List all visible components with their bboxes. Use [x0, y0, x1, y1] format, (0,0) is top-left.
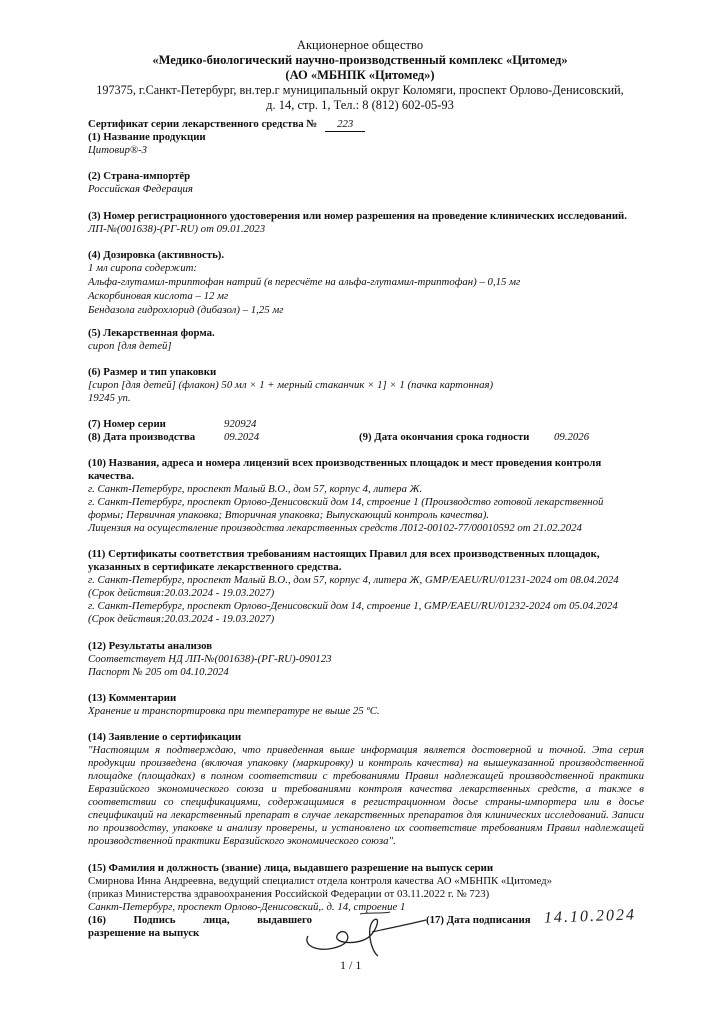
statement-line: производственной практики Евразийского экономического союза".: [88, 835, 396, 847]
package-description: [сироп [для детей] (флакон) 50 мл × 1 + мерный стаканчик × 1] × 1 (пачка картонная): [88, 379, 494, 391]
gmp-validity-line: (Срок действия:20.03.2024 - 19.03.2027): [88, 587, 275, 599]
section-16-heading: (16) Подпись лица, выдавшего: [88, 914, 312, 926]
section-17-heading: (17) Дата подписания: [426, 914, 531, 926]
section-1-heading: (1) Название продукции: [88, 131, 206, 143]
dosage-line: 1 мл сиропа содержит:: [88, 262, 198, 274]
section-10-heading: (10) Названия, адреса и номера лицензий всех производственных площадок и мест проведения контроля: [88, 457, 602, 469]
section-2-heading: (2) Страна-импортёр: [88, 170, 191, 182]
org-name: «Медико-биологический научно-производственный комплекс «Цитомед»: [152, 53, 568, 67]
production-date: 09.2024: [224, 431, 260, 443]
section-16-heading-cont: разрешение на выпуск: [88, 927, 200, 939]
section-9-heading: (9) Дата окончания срока годности: [359, 431, 530, 443]
signing-date: 14.10.2024: [543, 906, 637, 927]
site-line: г. Санкт-Петербург, проспект Малый В.О., дом 57, корпус 4, литера Ж.: [88, 483, 423, 495]
section-8-heading: (8) Дата производства: [88, 431, 196, 443]
dosage-line: Бендазола гидрохлорид (дибазол) – 1,25 мг: [88, 304, 284, 316]
gmp-certificate-line: г. Санкт-Петербург, проспект Орлово-Денисовский дом 14, строение 1, GMP/EAEU/RU/01232-2024 от 05.04.2024: [88, 600, 618, 612]
section-10-heading-cont: качества.: [88, 470, 135, 482]
gmp-validity-line: (Срок действия:20.03.2024 - 19.03.2027): [88, 613, 275, 625]
section-11-heading: (11) Сертификаты соответствия требованиям настоящих Правил для всех производственных площадок,: [88, 548, 600, 560]
license-line: Лицензия на осуществление производства лекарственных средств Л012-00102-77/00010592 от 21.02.2024: [88, 522, 582, 534]
site-line: г. Санкт-Петербург, проспект Орлово-Денисовский дом 14, строение 1 (Производство готовой лекарственной: [88, 496, 604, 508]
analysis-passport: Паспорт № 205 от 04.10.2024: [88, 666, 229, 678]
statement-line: площадке (площадках) в полном соответствии с требованиями Правил надлежащей производственной практики: [88, 770, 644, 782]
section-11-heading-cont: указанных в сертификате лекарственного средства.: [88, 561, 342, 573]
statement-line: соответствии со спецификациями, содержащимися в регистрационном досье страны-импортера или в досье: [88, 796, 644, 808]
authorized-person: Смирнова Инна Андреевна, ведущий специалист отдела контроля качества АО «МБНПК «Цитомед»: [88, 875, 553, 887]
site-line: формы; Первичная упаковка; Вторичная упаковка; Выпускающий контроль качества).: [88, 509, 489, 521]
batch-number: 920924: [224, 418, 257, 430]
section-13-heading: (13) Комментарии: [88, 692, 177, 704]
registration-number: ЛП-№(001638)-(РГ-RU) от 09.01.2023: [88, 223, 266, 235]
expiry-date: 09.2026: [554, 431, 590, 443]
org-address-line-2: д. 14, стр. 1, Тел.: 8 (812) 602-05-93: [266, 98, 454, 112]
importer-country: Российская Федерация: [88, 183, 193, 195]
statement-line: спецификаций на лекарственный препарат в случае лекарственных препаратов для клинических исследований. Записи: [88, 809, 644, 821]
statement-line: продукции произведена (включая упаковку (маркировку) и контроль качества) на вышеуказанной производственной: [88, 757, 644, 769]
section-15-heading: (15) Фамилия и должность (звание) лица, выдавшего разрешение на выпуск серии: [88, 862, 494, 874]
org-short-name: (АО «МБНПК «Цитомед»): [285, 68, 435, 82]
section-7-heading: (7) Номер серии: [88, 418, 166, 430]
authorization-order: (приказ Министерства здравоохранения Российской Федерации от 03.11.2022 г. № 723): [88, 888, 490, 900]
dosage-line: Альфа-глутамил-триптофан натрий (в пересчёте на альфа-глутамил-триптофан) – 0,15 мг: [88, 276, 521, 288]
statement-line: по производству, упаковке и анализу проверены, и установлено их соответствие требованиям Правил надлежащей: [88, 822, 644, 834]
section-4-heading: (4) Дозировка (активность).: [88, 249, 225, 261]
authorized-person-address: Санкт-Петербург, проспект Орлово-Денисовский,. д. 14, строение 1: [88, 901, 406, 913]
statement-line: "Настоящим я подтверждаю, что приведенная выше информация является достоверной и точной. Эта серия: [88, 744, 644, 756]
package-count: 19245 уп.: [88, 392, 131, 404]
org-type: Акционерное общество: [296, 38, 424, 52]
comment-text: Хранение и транспортировка при температуре не выше 25 ºС.: [88, 705, 380, 717]
dosage-form: сироп [для детей]: [88, 340, 172, 352]
signature-scribble: [300, 906, 430, 958]
section-6-heading: (6) Размер и тип упаковки: [88, 366, 217, 378]
dosage-line: Аскорбиновая кислота – 12 мг: [88, 290, 229, 302]
section-14-heading: (14) Заявление о сертификации: [88, 731, 242, 743]
gmp-certificate-line: г. Санкт-Петербург, проспект Малый В.О., дом 57, корпус 4, литера Ж, GMP/EAEU/RU/01231-2024 от 08.04.2024: [88, 574, 619, 586]
page-number: 1 / 1: [340, 958, 362, 972]
section-3-heading: (3) Номер регистрационного удостоверения или номер разрешения на проведение клинических исследований.: [88, 210, 627, 222]
section-5-heading: (5) Лекарственная форма.: [88, 327, 215, 339]
certificate-number: 223: [325, 118, 365, 132]
certificate-title: [88, 118, 365, 132]
org-address-line-1: 197375, г.Санкт-Петербург, вн.тер.г муниципальный округ Коломяги, проспект Орлово-Денисовский,: [96, 83, 624, 97]
product-name: Цитовир®-3: [88, 144, 148, 156]
statement-line: Евразийского экономического союза и требованиями контроля качества лекарственных средств, а также в: [88, 783, 644, 795]
analysis-result: Соответствует НД ЛП-№(001638)-(РГ-RU)-090123: [88, 653, 332, 665]
section-12-heading: (12) Результаты анализов: [88, 640, 213, 652]
certificate-title-text: Сертификат серии лекарственного средства №: [88, 118, 318, 130]
